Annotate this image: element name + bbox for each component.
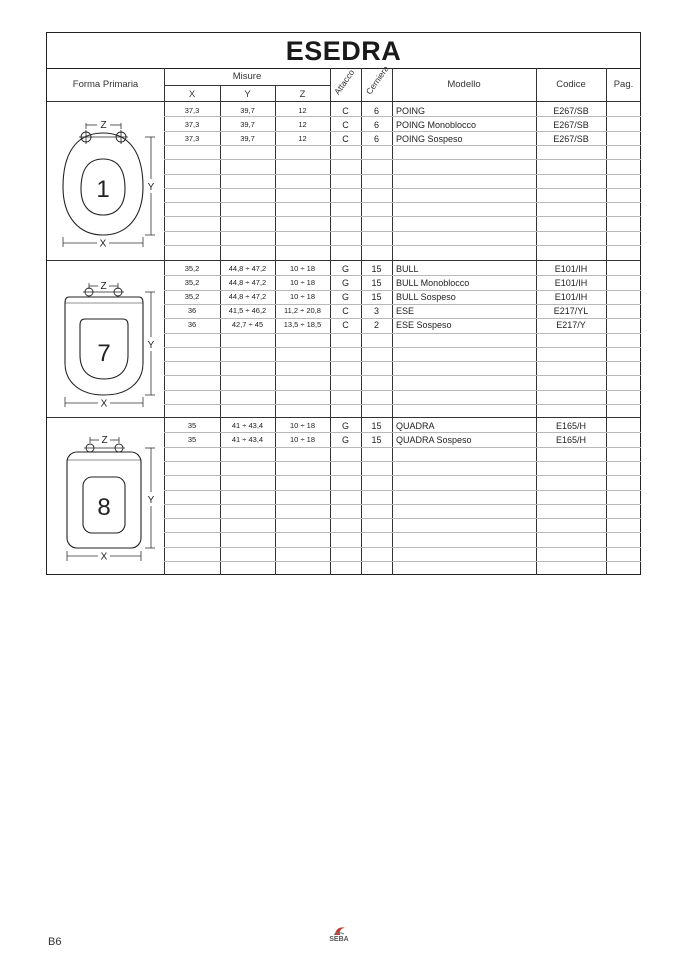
cell-x: 37,3 — [184, 106, 200, 115]
row-guide-line — [164, 202, 641, 203]
cell-x: 36 — [187, 320, 197, 329]
cell-x: 37,3 — [184, 120, 200, 129]
cell-cerniera: 6 — [373, 134, 379, 144]
header-attacco: Attacco — [331, 67, 357, 97]
cell-codice: E217/Y — [556, 320, 586, 330]
row-guide-line — [164, 504, 641, 505]
cell-cerniera: 3 — [373, 306, 379, 316]
cell-x: 35,2 — [184, 278, 200, 287]
cell-modello: QUADRA — [396, 421, 435, 431]
cell-modello: POING Sospeso — [396, 134, 463, 144]
cell-attacco: G — [341, 421, 349, 431]
row-guide-line — [164, 547, 641, 548]
seat-shape-oval-diagram — [53, 109, 161, 249]
row-guide-line — [164, 231, 641, 232]
row-guide-line — [164, 188, 641, 189]
page-number: B6 — [48, 936, 62, 948]
cell-codice: E165/H — [555, 435, 587, 445]
cell-y: 41 ÷ 43,4 — [231, 421, 264, 430]
cell-x: 35 — [187, 435, 197, 444]
row-guide-line — [164, 490, 641, 491]
cell-cerniera: 15 — [371, 292, 382, 302]
row-guide-line — [164, 216, 641, 217]
shape-number-8: 8 — [97, 494, 111, 521]
cell-modello: BULL — [396, 264, 419, 274]
cell-codice: E101/IH — [554, 278, 588, 288]
row-guide-line — [164, 361, 641, 362]
cell-z: 10 ÷ 18 — [290, 264, 315, 273]
group-separator — [47, 260, 641, 261]
header-x: X — [188, 89, 196, 100]
header-codice: Codice — [556, 79, 586, 90]
header-y: Y — [244, 89, 251, 100]
header-cerniera: Cerniera — [363, 63, 391, 97]
cell-codice: E267/SB — [553, 106, 589, 116]
header-forma: Forma Primaria — [72, 79, 139, 90]
row-guide-line — [164, 518, 641, 519]
header-z: Z — [299, 89, 306, 100]
cell-codice: E217/YL — [553, 306, 589, 316]
cell-y: 39,7 — [240, 134, 255, 143]
cell-codice: E101/IH — [554, 264, 588, 274]
cell-x: 35,2 — [184, 264, 200, 273]
row-guide-line — [164, 174, 641, 175]
row-guide-line — [164, 347, 641, 348]
cell-codice: E267/SB — [553, 120, 589, 130]
cell-cerniera: 6 — [373, 120, 379, 130]
cell-z: 12 — [298, 106, 307, 115]
row-guide-line — [164, 475, 641, 476]
cell-attacco: C — [342, 106, 349, 116]
cell-x: 36 — [187, 306, 197, 315]
cell-x: 37,3 — [184, 134, 200, 143]
cell-modello: POING Monoblocco — [396, 120, 477, 130]
dim-label-z: Z — [101, 435, 108, 446]
cell-cerniera: 15 — [371, 421, 382, 431]
header-bottom-line — [47, 101, 641, 102]
cell-modello: BULL Monoblocco — [396, 278, 470, 288]
cell-z: 10 ÷ 18 — [290, 421, 315, 430]
cell-attacco: G — [341, 435, 349, 445]
logo-text: SEBA — [329, 936, 349, 943]
shape-number-7: 7 — [97, 340, 111, 367]
cell-y: 41,5 ÷ 46,2 — [228, 306, 267, 315]
row-guide-line — [164, 461, 641, 462]
cell-y: 41 ÷ 43,4 — [231, 435, 264, 444]
group-separator — [47, 417, 641, 418]
cell-x: 35,2 — [184, 292, 200, 301]
row-guide-line — [164, 447, 641, 448]
shape-number-1: 1 — [96, 176, 110, 203]
cell-z: 12 — [298, 134, 307, 143]
row-guide-line — [164, 390, 641, 391]
cell-codice: E165/H — [555, 421, 587, 431]
row-guide-line — [164, 532, 641, 533]
cell-y: 44,8 ÷ 47,2 — [228, 278, 267, 287]
cell-z: 10 ÷ 18 — [290, 435, 315, 444]
seat-shape-square-diagram — [53, 431, 161, 567]
cell-y: 44,8 ÷ 47,2 — [228, 292, 267, 301]
row-guide-line — [164, 159, 641, 160]
dim-label-x: X — [100, 551, 108, 563]
cell-y: 44,8 ÷ 47,2 — [228, 264, 267, 273]
cell-modello: QUADRA Sospeso — [396, 435, 472, 445]
seba-logo — [326, 924, 352, 948]
cell-attacco: G — [341, 278, 349, 288]
cell-modello: ESE — [396, 306, 415, 316]
page-title: ESEDRA — [47, 33, 640, 69]
cell-z: 10 ÷ 18 — [290, 278, 315, 287]
cell-modello: BULL Sospeso — [396, 292, 456, 302]
row-guide-line — [164, 375, 641, 376]
cell-attacco: C — [342, 134, 349, 144]
row-guide-line — [164, 245, 641, 246]
cell-attacco: C — [342, 120, 349, 130]
seat-shape-d-diagram — [53, 273, 161, 409]
cell-cerniera: 6 — [373, 106, 379, 116]
cell-attacco: C — [342, 320, 349, 330]
cell-attacco: G — [341, 264, 349, 274]
dim-label-x: X — [99, 238, 107, 249]
dim-label-y: Y — [147, 340, 155, 351]
product-table — [46, 32, 641, 575]
cell-z: 11,2 ÷ 20,8 — [284, 306, 321, 315]
cell-modello: ESE Sospeso — [396, 320, 452, 330]
cell-codice: E267/SB — [553, 134, 589, 144]
cell-z: 12 — [298, 120, 307, 129]
cell-cerniera: 15 — [371, 278, 382, 288]
row-guide-line — [164, 404, 641, 405]
row-guide-line — [164, 561, 641, 562]
header-pag: Pag. — [613, 79, 634, 90]
dim-label-z: Z — [100, 281, 107, 292]
cell-y: 39,7 — [240, 120, 255, 129]
dim-label-x: X — [100, 398, 108, 409]
dim-label-y: Y — [147, 182, 155, 193]
cell-z: 10 ÷ 18 — [290, 292, 315, 301]
cell-attacco: G — [341, 292, 349, 302]
cell-z: 13,5 ÷ 18,5 — [283, 320, 322, 329]
cell-y: 39,7 — [240, 106, 255, 115]
row-guide-line — [164, 333, 641, 334]
cell-codice: E101/IH — [554, 292, 588, 302]
cell-cerniera: 15 — [371, 264, 382, 274]
cell-cerniera: 15 — [371, 435, 382, 445]
cell-attacco: C — [342, 306, 349, 316]
cell-x: 35 — [187, 421, 197, 430]
cell-cerniera: 2 — [373, 320, 379, 330]
header-modello: Modello — [447, 79, 481, 90]
dim-label-z: Z — [100, 120, 107, 131]
cell-modello: POING — [396, 106, 426, 116]
header-misure: Misure — [232, 71, 262, 82]
dim-label-y: Y — [147, 495, 155, 506]
cell-y: 42,7 ÷ 45 — [231, 320, 264, 329]
misure-divider — [164, 85, 330, 86]
